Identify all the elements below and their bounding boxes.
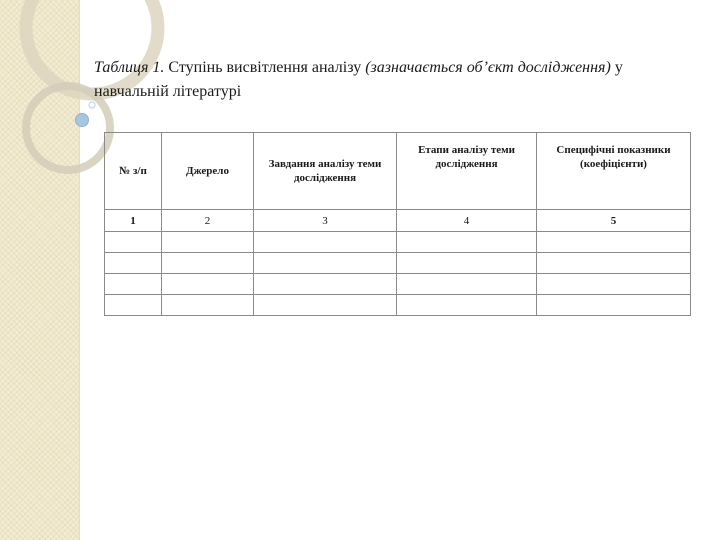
header-cell-number: № з/п	[105, 133, 162, 210]
empty-cell	[537, 253, 691, 274]
column-number-cell: 4	[397, 210, 537, 232]
column-number-cell: 1	[105, 210, 162, 232]
table-row	[105, 253, 691, 274]
header-cell-indicators: Специфічні показники (коефіцієнти)	[537, 133, 691, 210]
empty-cell	[397, 274, 537, 295]
blue-dot	[76, 114, 89, 127]
caption-tail: у навчальній літературі	[94, 59, 623, 100]
empty-cell	[537, 295, 691, 316]
analysis-table	[104, 132, 691, 316]
empty-cell	[162, 253, 254, 274]
table-row	[105, 274, 691, 295]
empty-cell	[397, 295, 537, 316]
table-caption	[94, 56, 654, 104]
header-cell-source: Джерело	[162, 133, 254, 210]
column-number-cell: 2	[162, 210, 254, 232]
column-number-cell: 5	[537, 210, 691, 232]
caption-note: (зазначається об’єкт дослідження)	[365, 59, 611, 76]
empty-cell	[105, 232, 162, 253]
table-container	[104, 132, 690, 316]
empty-cell	[254, 274, 397, 295]
column-number-cell: 3	[254, 210, 397, 232]
header-cell-tasks: Завдання аналізу теми дослідження	[254, 133, 397, 210]
empty-cell	[162, 295, 254, 316]
empty-cell	[537, 274, 691, 295]
empty-cell	[254, 253, 397, 274]
empty-cell	[537, 232, 691, 253]
empty-cell	[105, 253, 162, 274]
caption-title: Ступінь висвітлення аналізу	[164, 59, 366, 76]
empty-cell	[162, 232, 254, 253]
empty-cell	[162, 274, 254, 295]
column-number-row	[105, 210, 691, 232]
header-row	[105, 133, 691, 210]
table-row	[105, 232, 691, 253]
empty-cell	[254, 232, 397, 253]
header-cell-stages: Етапи аналізу теми дослідження	[397, 133, 537, 210]
table-row	[105, 295, 691, 316]
empty-cell	[254, 295, 397, 316]
caption-lead: Таблиця 1.	[94, 59, 165, 76]
empty-cell	[397, 253, 537, 274]
empty-cell	[105, 274, 162, 295]
empty-cell	[105, 295, 162, 316]
empty-cell	[397, 232, 537, 253]
